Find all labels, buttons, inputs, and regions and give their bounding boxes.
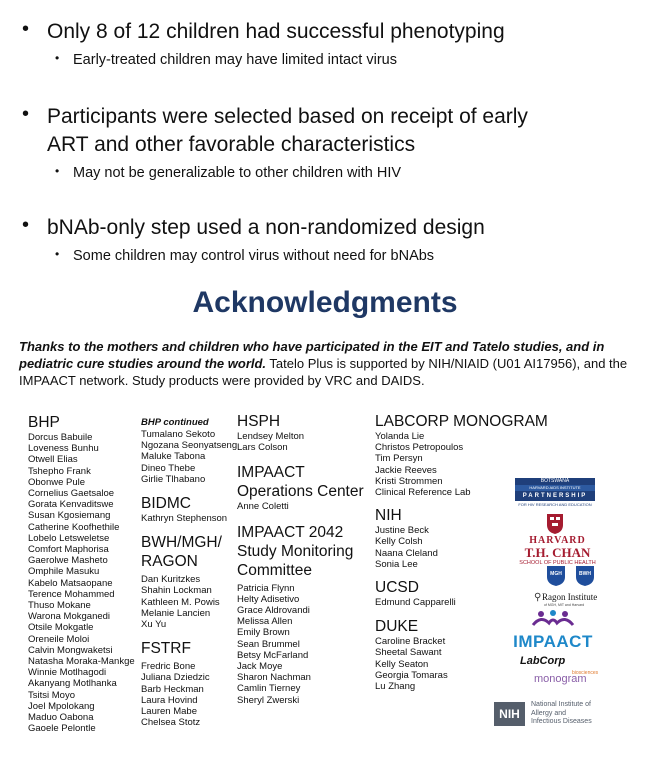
- person-name: Laura Hovind: [141, 694, 198, 706]
- person-name: Maluke Tabona: [141, 451, 206, 463]
- impaact-logo: [503, 609, 603, 651]
- impaact-text: IMPAACT: [513, 632, 593, 651]
- person-name: Omphile Masuku: [28, 566, 100, 578]
- person-name: Sharon Nachman: [237, 672, 311, 684]
- heading-impaact-2042: IMPAACT 2042: [237, 523, 344, 541]
- hsph-names: [237, 431, 364, 453]
- column-bhp: [28, 413, 135, 734]
- person-name: Jackie Reeves: [375, 464, 437, 476]
- person-name: Joel Mpolokang: [28, 700, 95, 712]
- bullet-1-text: Only 8 of 12 children had successful phenotyping: [47, 20, 505, 43]
- heading-ragon: RAGON: [141, 553, 198, 571]
- thanks-bold-text: Thanks to the mothers and children who have participated in the EIT and Tatelo studies, and in pediatric cure studies around the world.: [19, 339, 605, 371]
- niaid-text: [531, 701, 592, 727]
- person-name: Jack Moye: [237, 661, 283, 673]
- bullet-dot: •: [22, 18, 30, 40]
- heading-duke: DUKE: [375, 618, 419, 636]
- bhp-names: [28, 432, 135, 734]
- person-name: Natasha Moraka-Mankge: [28, 656, 135, 668]
- ucsd-names: [375, 597, 548, 608]
- person-name: Chelsea Stotz: [141, 717, 201, 729]
- person-name: Sheetal Sawant: [375, 647, 442, 659]
- person-name: Girlie Tlhabano: [141, 473, 206, 485]
- mgh-text: MGH: [550, 571, 562, 577]
- person-name: Betsy McFarland: [237, 649, 309, 661]
- bwh-text: BWH: [579, 571, 591, 577]
- heading-nih: NIH: [375, 507, 402, 525]
- person-name: Thuso Mokane: [28, 600, 91, 612]
- person-name: Tumalano Sekoto: [141, 429, 216, 440]
- person-name: Warona Mokganedi: [28, 611, 111, 623]
- bullet-2-sub: May not be generalizable to other children with HIV: [73, 165, 402, 181]
- person-name: Anne Coletti: [237, 501, 289, 513]
- committee-names: [237, 583, 364, 706]
- person-name: Ngozana Seonyatseng: [141, 440, 238, 452]
- person-name: Terence Mohammed: [28, 588, 115, 600]
- thanks-rest-text: Tatelo Plus is supported by NIH/NIAID (U01 AI17956), and the IMPAACT network. Study products were provided by VRC and DAIDS.: [19, 356, 628, 388]
- person-name: Lauren Mabe: [141, 706, 197, 718]
- person-name: Tim Persyn: [375, 453, 423, 465]
- person-name: Lendsey Melton: [237, 431, 305, 442]
- heading-bwh-mgh: BWH/MGH/: [141, 534, 222, 552]
- heading-bhp-continued: BHP continued: [141, 417, 209, 428]
- person-name: Gaerolwe Masheto: [28, 555, 108, 567]
- person-name: Shahin Lockman: [141, 585, 212, 597]
- chan-text: T.H. CHAN: [524, 545, 591, 560]
- person-name: Cornelius Gaetsaloe: [28, 488, 115, 500]
- person-name: Dorcus Babuile: [28, 432, 93, 443]
- person-name: Susan Kgosiemang: [28, 510, 111, 522]
- person-name: Kelly Seaton: [375, 658, 429, 670]
- person-name: Helty Adisetivo: [237, 593, 300, 605]
- mgh-logo: [546, 565, 566, 587]
- person-name: Kristi Strommen: [375, 475, 443, 487]
- person-name: Lobelo Letsweletse: [28, 532, 110, 544]
- person-name: Otsile Mokgatle: [28, 622, 94, 634]
- person-name: Grace Aldrovandi: [237, 605, 310, 617]
- heading-study-monitoring: Study Monitoring: [237, 542, 354, 560]
- person-name: Winnie Motlhagodi: [28, 667, 107, 679]
- person-name: Maduo Oabona: [28, 712, 94, 724]
- person-name: Georgia Tomaras: [375, 669, 448, 681]
- bullet-2-line2: ART and other favorable characteristics: [47, 133, 416, 156]
- niaid-line-2: Allergy and: [531, 709, 567, 717]
- heading-hsph: HSPH: [237, 413, 281, 430]
- person-name: Naana Cleland: [375, 547, 438, 559]
- bhp-continued-names: [141, 429, 237, 485]
- person-name: Dineo Thebe: [141, 462, 196, 474]
- person-name: Gaoele Pelontle: [28, 723, 96, 735]
- niaid-line-1: National Institute of: [531, 701, 591, 708]
- person-name: Tshepho Frank: [28, 465, 91, 477]
- heading-operations-center: Operations Center: [237, 483, 364, 501]
- harvard-shield-icon: [538, 513, 572, 535]
- bullet-1-sub: Early-treated children may have limited intact virus: [73, 52, 397, 68]
- bwh-logo: [575, 565, 595, 587]
- person-name: Clinical Reference Lab: [375, 487, 471, 499]
- ragon-mark-icon: ⚲: [534, 592, 542, 603]
- person-name: Justine Beck: [375, 525, 429, 537]
- person-name: Camlin Tierney: [237, 683, 301, 695]
- thanks-paragraph: [19, 338, 639, 389]
- bwh-names: [141, 574, 237, 630]
- heading-impaact: IMPAACT: [237, 464, 305, 482]
- sub-bullet-dot: •: [55, 247, 60, 261]
- person-name: Catherine Koofhethile: [28, 521, 120, 533]
- column-2: [141, 417, 237, 728]
- botswana-harvard-partnership-logo: [515, 478, 595, 512]
- ops-names: [237, 501, 364, 512]
- bidmc-names: [141, 513, 237, 524]
- harvard-aids-institute-text: HARVARD AIDS INSTITUTE: [515, 485, 595, 491]
- person-name: Sheryl Zwerski: [237, 694, 300, 706]
- heading-committee: Committee: [237, 561, 312, 579]
- person-name: Melissa Allen: [237, 616, 293, 628]
- person-name: Melanie Lancien: [141, 607, 211, 619]
- impaact-figures-icon: [503, 609, 603, 627]
- heading-bidmc: BIDMC: [141, 495, 191, 513]
- heading-fstrf: FSTRF: [141, 640, 191, 658]
- person-name: Christos Petropoulos: [375, 442, 464, 454]
- niaid-line-3: Infectious Diseases: [531, 718, 592, 725]
- person-name: Sean Brummel: [237, 638, 300, 650]
- person-name: Edmund Capparelli: [375, 597, 456, 609]
- person-name: Lars Colson: [237, 442, 288, 454]
- school-of-public-health-text: SCHOOL OF PUBLIC HEALTH: [519, 560, 596, 566]
- heading-bhp: BHP: [28, 414, 60, 431]
- nih-badge: NIH: [494, 702, 525, 726]
- niaid-logo: [494, 701, 604, 729]
- person-name: Lu Zhang: [375, 681, 416, 693]
- person-name: Yolanda Lie: [375, 431, 425, 442]
- ragon-text: Ragon Institute: [542, 592, 598, 602]
- biosciences-text: biosciences: [572, 670, 599, 676]
- person-name: Kathleen M. Powis: [141, 596, 220, 608]
- person-name: Patricia Flynn: [237, 582, 295, 594]
- person-name: Sonia Lee: [375, 558, 418, 570]
- bullet-3-sub: Some children may control virus without need for bNAbs: [73, 248, 435, 264]
- person-name: Kabelo Matsaopane: [28, 577, 113, 589]
- sub-bullet-dot: •: [55, 51, 60, 65]
- heading-ucsd: UCSD: [375, 579, 419, 597]
- person-name: Otwell Elias: [28, 454, 78, 466]
- bullet-2-line1: Participants were selected based on receipt of early: [47, 105, 528, 128]
- person-name: Akanyang Motlhanka: [28, 678, 117, 690]
- person-name: Juliana Dziedzic: [141, 672, 210, 684]
- person-name: Oreneile Moloi: [28, 633, 90, 645]
- person-name: Caroline Bracket: [375, 636, 446, 648]
- labcorp-monogram-logo: [520, 655, 605, 689]
- person-name: Dan Kuritzkes: [141, 574, 201, 586]
- person-name: Kelly Colsh: [375, 536, 423, 548]
- botswana-text: BOTSWANA: [515, 478, 595, 485]
- person-name: Obonwe Pule: [28, 476, 86, 488]
- person-name: Calvin Mongwaketsi: [28, 644, 113, 656]
- person-name: Gorata Kenvaditswe: [28, 499, 114, 511]
- labcorp-text: LabCorp: [520, 655, 566, 667]
- fstrf-names: [141, 661, 237, 728]
- bullet-3-text: bNAb-only step used a non-randomized design: [47, 216, 485, 239]
- bullet-dot: •: [22, 103, 30, 125]
- person-name: Barb Heckman: [141, 683, 204, 695]
- hiv-research-text: FOR HIV RESEARCH AND EDUCATION: [518, 502, 592, 507]
- bullet-dot: •: [22, 214, 30, 236]
- heading-labcorp-monogram: LABCORP MONOGRAM: [375, 413, 548, 430]
- ragon-sub-text: of MGH, MIT and Harvard: [544, 603, 585, 607]
- person-name: Xu Yu: [141, 619, 167, 631]
- person-name: Tsitsi Moyo: [28, 689, 75, 701]
- person-name: Comfort Maphorisa: [28, 544, 109, 556]
- monogram-text: monogram: [534, 673, 587, 685]
- person-name: Fredric Bone: [141, 661, 196, 673]
- person-name: Kathryn Stephenson: [141, 513, 228, 525]
- acknowledgments-title: Acknowledgments: [192, 286, 458, 319]
- person-name: Loveness Bunhu: [28, 443, 99, 455]
- partnership-text: PARTNERSHIP: [515, 491, 595, 501]
- person-name: Emily Brown: [237, 627, 290, 639]
- column-3: [237, 412, 364, 706]
- sub-bullet-dot: •: [55, 164, 60, 178]
- harvard-chan-logo: [515, 535, 600, 567]
- harvard-text: HARVARD: [529, 535, 586, 546]
